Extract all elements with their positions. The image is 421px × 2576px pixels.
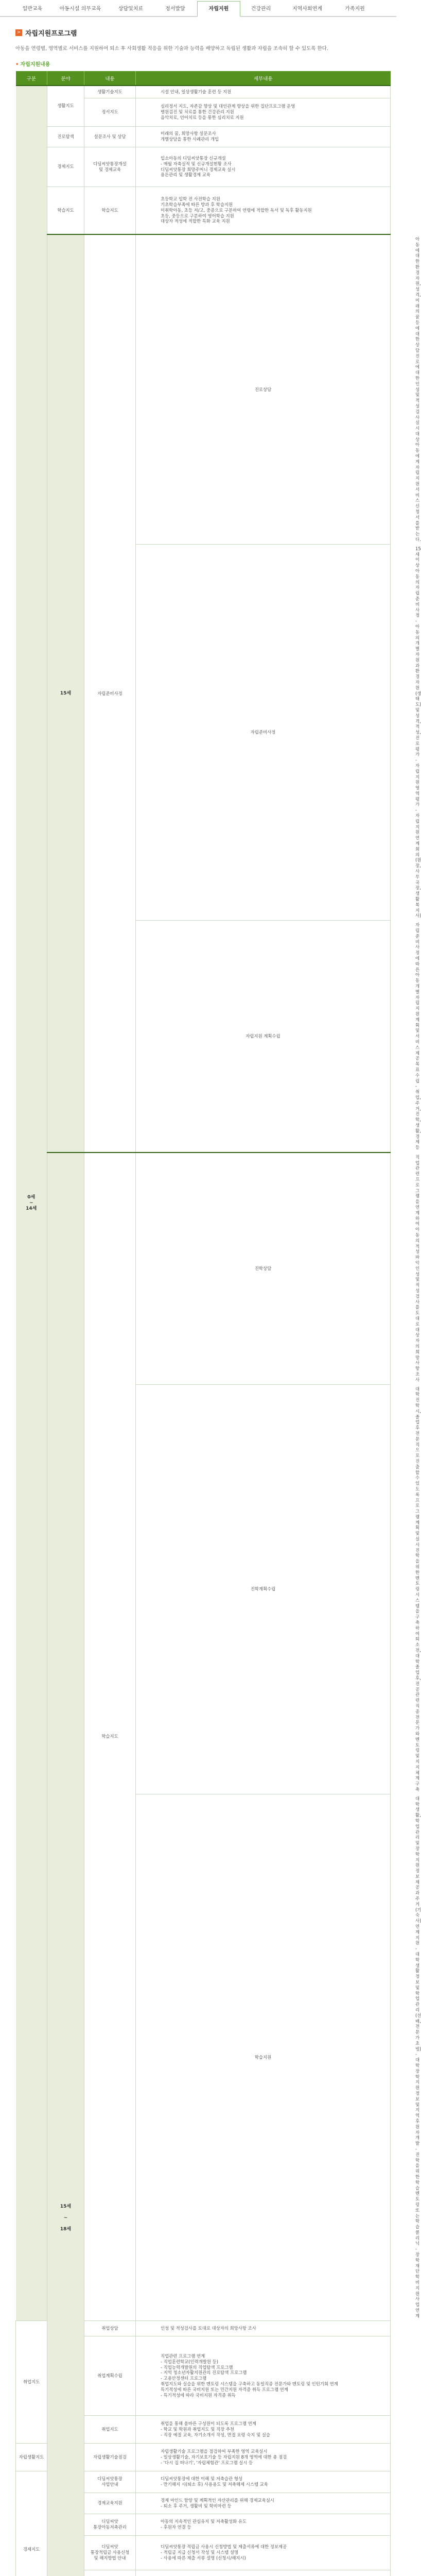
item-cell: 자립지원 계획수립 [136, 921, 391, 1153]
page-title-text: 자립지원프로그램 [25, 30, 77, 38]
detail-cell: 취업을 통해 올바른 구성원이 되도록 프로그램 연계 - 학교 및 학원과 취업지도 및 직장 추천 - 직장 예절 교육, 자기소개서 작성, 면접 요령 숙지 및 실습 [136, 2415, 391, 2443]
tab-1[interactable]: 아동시설 의무교육 [59, 6, 101, 12]
field-cell: 학습지도 [47, 187, 84, 234]
item-cell: 디딤씨앗 통장아동저축관리 [84, 2514, 136, 2535]
detail-cell: 경제 마인드 함양 및 계획적인 자산관리를 위해 경제교육실시 - 퇴소 후 주거, 생활비 및 학비마련 등 [136, 2493, 391, 2514]
field-cell: 진로탐색 [47, 126, 84, 147]
tab-6[interactable]: 지역사회연계 [292, 6, 322, 12]
item-cell: 취업계획수립 [84, 2336, 136, 2415]
intro-text: 아동을 연령별, 영역별로 서비스를 지원하여 퇴소 후 사회생활 적응을 위한 기술과 능력을 배양하고 독립된 생활과 자립을 조속히 할 수 있도록 한다. [15, 46, 328, 52]
age-cell: 15세 [47, 234, 84, 1153]
item-cell: 진학상담 [136, 1153, 391, 1384]
tab-0[interactable]: 일반교육 [22, 6, 43, 12]
header-item: 내용 [84, 71, 136, 86]
field-cell: 학습지도 [84, 1153, 136, 2320]
table-row [16, 147, 391, 187]
section-subtitle-text: 자립지원내용 [20, 62, 50, 67]
item-cell: 경제교육지원 [84, 2493, 136, 2514]
bullet-icon: • [15, 62, 19, 67]
tab-5[interactable]: 건강관리 [251, 6, 271, 12]
table-row: 학습지원 대학생활, 학업관리 및 장학지원 정보제공과 주거(기숙사)연계지원 - 대학생활 정보 및 학업관리 (선배, 전문가초빙) - 대학장학지원 정보 및 지역 후원자 개발 - 진학을 위한 학습멘토링 또는 학습클리닉 - 장학재단 학비지원사업 연계 [16, 1794, 391, 2320]
field-cell: 경제지도 [16, 2471, 47, 2576]
header-category: 구분 [16, 71, 47, 86]
tab-2[interactable]: 상담및치료 [118, 6, 144, 12]
field-cell: 자립생활지도 [16, 2443, 47, 2471]
table-row [16, 187, 391, 234]
table-row [16, 126, 391, 147]
detail-cell: 직업관련 프로그램 연계 - 직업훈련학교(인력개발원 등) - 직업능력개발원의 직업탐색 프로그램 - 지역 청소년자활지원관의 진로탐색 프로그램 - 고용안정센터 프로그램 취업지도와 실습을 위한 멘토링 시스템을 구축하고 동일직종 전문가와 멘토링 및 인턴기회 연계 특기적성에 따른 국비지원 또는 민간지원 자격증 취득 프로그램 연계 - 특기적성에 따라 국비지원 자격증 취득 [136, 2336, 391, 2415]
tab-list [12, 3, 377, 17]
header-field: 분야 [47, 71, 84, 86]
table-row: 진학계획수립 대학 진학 시, 졸업 후 전문직으로 진출할 수 있도록 프로그램 계획 및 실시 진학을 위한 멘토링 시스템을 구축하여 퇴소 전, 대학 졸업 후, 전공 관련 직종 전문가와 멘토링 및 지지체계 구축 [16, 1384, 391, 1794]
detail-cell: 자립생활기술 프로그램을 점검하여 부족한 영역 교육실시 - 일상생활기술, 자기보호기술 등 자립지원 8개 영역에 대한 총 점검 - '다시 집 떠나기', '자립체험관' 프로그램 실시 등 [136, 2443, 391, 2471]
table-header-row [16, 71, 391, 86]
detail-cell: 디딤씨앗통장 적립금 사용시 신청방법 및 제출서류에 대한 정보제공 - 적립금 지급 신청서 작성 및 시스템 설명 - 사용에 따른 제출 서류 설명 (신청시/해지시) [136, 2535, 391, 2570]
item-cell: 취업지도 [84, 2415, 136, 2443]
item-cell: 취업상담 [84, 2320, 136, 2336]
item-cell: 생활기술지도 [84, 86, 136, 98]
item-cell: 진학계획수립 [136, 1384, 391, 1794]
age-cell: 0세 ~ 14세 [16, 86, 47, 2320]
item-cell: 자립준비사정 [136, 544, 391, 920]
field-cell: 생활지도 [47, 86, 84, 126]
item-cell: 디딤씨앗통장개설 및 경제교육 [84, 147, 136, 187]
field-cell: 자립준비사정 [84, 234, 136, 1153]
detail-cell: 초등학교 입학 전 사전학습 지원 기초학습부족에 따른 방과 후 학습지원 미취학아동, 초등 저/고, 중증으로 구분하여 연령에 적합한 독서 및 독후 활동지원 초등, 중등으로 구분하여 영어학습 지원 대상자 적성에 적합한 특화 교육 지원 [136, 187, 391, 234]
detail-cell: 디딤씨앗통장에 대한 이해 및 저축습관 형성 - 만기해지 시(퇴소 후) 사용용도 및 저축해제 시스템 교육 [136, 2471, 391, 2493]
tab-7[interactable]: 가족지원 [345, 6, 365, 12]
item-cell: 디딤씨앗통장 사업안내 [84, 2471, 136, 2493]
table-row: 15세 ~ 18세 학습지도 진학상담 직업관련 프로그램을 연계하여 아동의 적성 파악 인성 및 적성검사를 토대로 대상자의 희망사항 조사 [16, 1153, 391, 1384]
section-subtitle [15, 60, 50, 67]
page-title [15, 28, 77, 38]
top-tab-bar [0, 0, 396, 17]
support-program-table [15, 71, 421, 2576]
table-row [16, 86, 391, 98]
item-cell: 정서지도 [84, 98, 136, 126]
detail-cell: 입소아동의 디딤씨앗통장 신규개설 - 매월 자축실적 및 신규개설현황 조사 디딤씨앗통장 희망주머니 경제교육 실시 용돈관리 및 생활경제 교육 [136, 147, 391, 187]
header-detail: 세부내용 [136, 71, 391, 86]
detail-cell: 인성 및 적성검사를 토대로 대상자의 희망사항 조사 [136, 2320, 391, 2336]
field-cell: 경제지도 [47, 147, 84, 187]
item-cell: 자립생활기술점검 [84, 2443, 136, 2471]
tab-4[interactable]: 자립지원 [197, 1, 240, 17]
detail-cell [136, 2570, 391, 2576]
table-row: 자립지원 계획수립 자립준비 사정에 따른 아동 개별 자립지원 계획 및 서비스 제공 목표 수립 - 취업, 주거, 진학, 생활, 경제 등 [16, 921, 391, 1153]
detail-cell: 미래의 꿈, 희망사항 설문조사 개별상담을 통한 사례관리 개입 [136, 126, 391, 147]
item-cell [84, 2570, 136, 2576]
item-cell: 설문조사 및 상담 [84, 126, 136, 147]
table-row: 15세 자립준비사정 진로상담 아동에 대한 환경자원, 성격, 미래의 꿈 등에 대한 상담 진로에 대한 인성 및 적성검사 실시 대상아동에게 자립지원서비스 신청서를 받는다. [16, 234, 391, 544]
item-cell: 진로상담 [136, 234, 391, 544]
detail-cell: 시설 안내, 일상생활기술 훈련 등 지원 [136, 86, 391, 98]
item-cell: 학습지도 [84, 187, 136, 234]
item-cell: 디딤씨앗 통장적립금 사용신청 및 해지방법 안내 [84, 2535, 136, 2570]
arrow-icon: > [15, 29, 22, 36]
detail-cell: 아동의 지속적인 관심유지 및 저축활성화 유도 - 후원자 연결 등 [136, 2514, 391, 2535]
age-cell: 15세 ~ 18세 [47, 1153, 84, 2576]
field-cell: 취업지도 [16, 2320, 47, 2443]
detail-cell: 심리정서 지도, 자존감 향상 및 대인관계 향상을 위한 집단프로그램 운영 병원검진 및 치료를 통한 건강관리 지원 음악치료, 언어치료 등을 통한 심리치료 지원 [136, 98, 391, 126]
table-row: 자립준비사정 15세 이상 아동의 자립준비 사정 - 아동의 개별자원과 환경자원(생태도) 및 성격, 적성, 진로 평가 - 자립지원 영역평가 - 자립지원연계회의(원장, 사무국장, 생활복지사) [16, 544, 391, 920]
tab-3[interactable]: 정서발달 [165, 6, 185, 12]
item-cell: 학습지원 [136, 1794, 391, 2320]
